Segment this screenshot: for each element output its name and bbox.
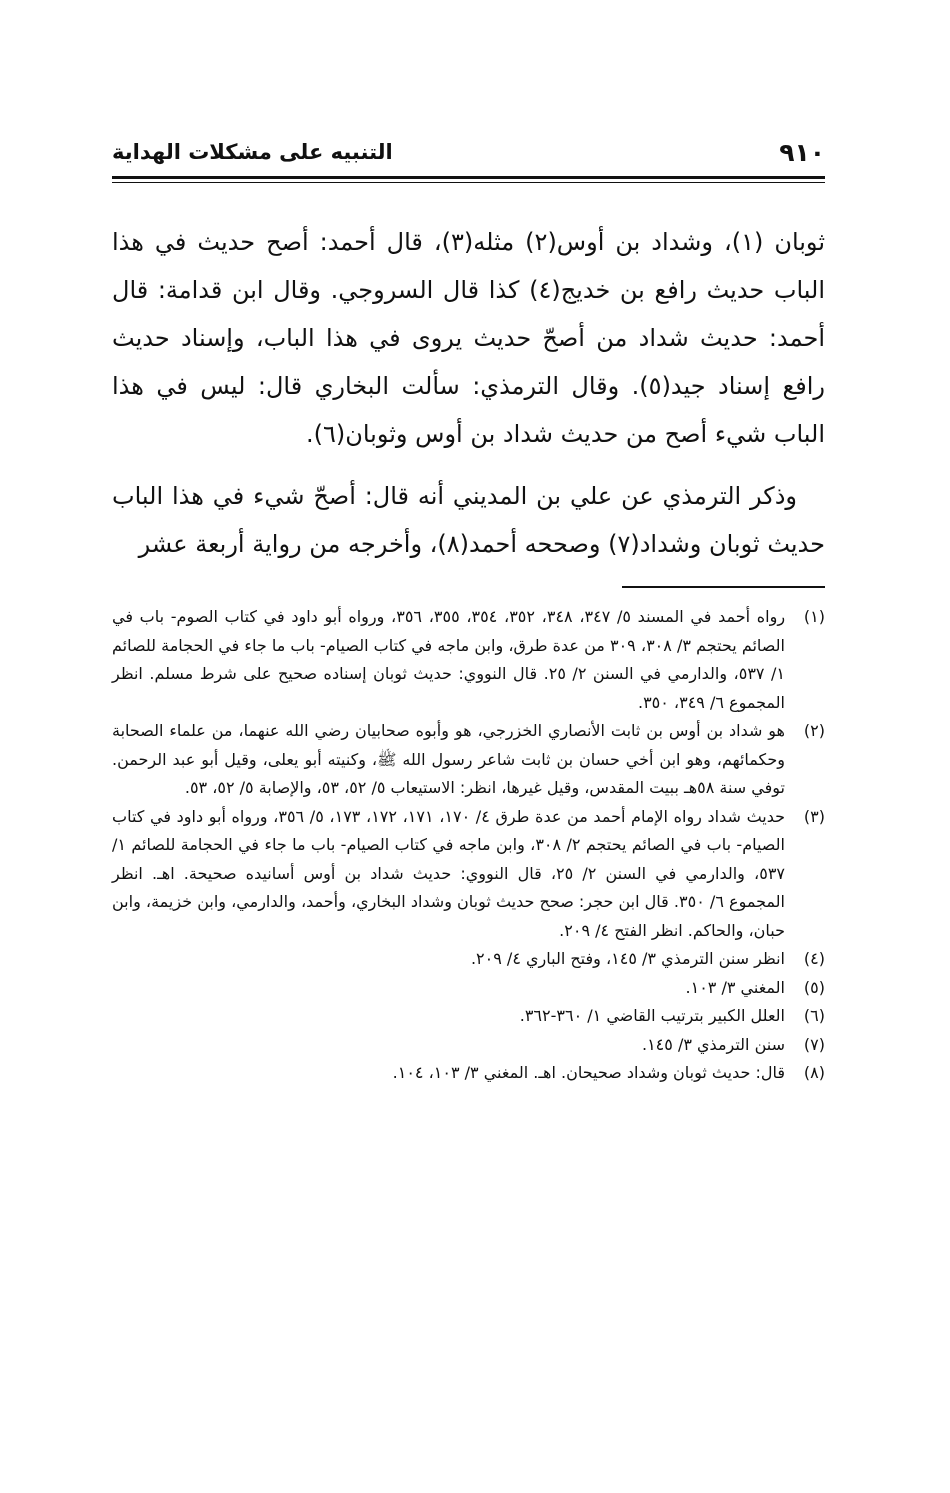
page-header	[112, 138, 825, 172]
footnotes	[112, 603, 825, 1088]
footnote-3	[112, 803, 825, 946]
header-rule-thin	[112, 182, 825, 183]
footnote-number: (٦)	[803, 1006, 825, 1025]
page-number: ٩١٠	[779, 138, 825, 167]
footnote-6	[112, 1002, 825, 1031]
footnote-7	[112, 1031, 825, 1060]
footnote-number: (٧)	[803, 1034, 825, 1054]
footnote-text: حديث شداد رواه الإمام أحمد من عدة طرق ٤/ ١٧٠، ١٧١، ١٧٢، ١٧٣، ٥/ ٣٥٦، ورواه أبو داود في كتاب الصيام- باب في الصائم يحتجم ٢/ ٣٠٨، وابن ماجه في كتاب الصيام- باب ما جاء في الحجامة للصائم ١/ ٥٣٧، والدارمي في السنن ٢/ ٢٥، قال النووي: حديث شداد بن أوس أسانيده صحيحة. اهـ. انظر المجموع ٦/ ٣٥٠. قال ابن حجر: صحح حديث ثوبان وشداد البخاري، وأحمد، والدارمي، وابن خزيمة، وابن حبان، والحاكم. انظر الفتح ٤/ ٢٠٩.	[112, 806, 786, 940]
footnote-text: العلل الكبير بترتيب القاضي ١/ ٣٦٠-٣٦٢.	[519, 1006, 785, 1025]
footnote-text: انظر سنن الترمذي ٣/ ١٤٥، وفتح الباري ٤/ ٢٠٩.	[470, 949, 785, 968]
footnote-text: سنن الترمذي ٣/ ١٤٥.	[641, 1034, 785, 1054]
footnote-number: (٤)	[803, 949, 825, 968]
footnote-number: (٨)	[803, 1063, 825, 1082]
footnote-2	[112, 717, 825, 803]
footnote-4	[112, 945, 825, 974]
footnote-1	[112, 603, 825, 717]
main-text	[112, 218, 825, 568]
footnote-text: رواه أحمد في المسند ٥/ ٣٤٧، ٣٤٨، ٣٥٢، ٣٥٤، ٣٥٥، ٣٥٦، ورواه أبو داود في كتاب الصوم- باب في الصائم يحتجم ٣/ ٣٠٨، ٣٠٩ من عدة طرق، وابن ماجه في كتاب الصيام- باب ما جاء في الحجامة للصائم ١/ ٥٣٧، والدارمي في السنن ٢/ ٢٥. قال النووي: حديث ثوبان إسناده صحيح على شرط مسلم. انظر المجموع ٦/ ٣٤٩، ٣٥٠.	[112, 607, 786, 712]
footnote-text: قال: حديث ثوبان وشداد صحيحان. اهـ. المغني ٣/ ١٠٣، ١٠٤.	[392, 1063, 785, 1082]
header-rule-thick	[112, 176, 825, 179]
running-title: التنبيه على مشكلات الهداية	[112, 140, 393, 164]
footnote-separator	[622, 586, 825, 588]
body-paragraph-1: ثوبان (١)، وشداد بن أوس(٢) مثله(٣)، قال أحمد: أصح حديث في هذا الباب حديث رافع بن خديج(٤) كذا قال السروجي. وقال ابن قدامة: قال أحمد: حديث شداد من أصحّ حديث يروى في هذا الباب، وإسناد حديث رافع إسناد جيد(٥). وقال الترمذي: سألت البخاري قال: ليس في هذا الباب شيء أصح من حديث شداد بن أوس وثوبان(٦).	[112, 228, 826, 448]
body-paragraph-2: وذكر الترمذي عن علي بن المديني أنه قال: أصحّ شيء في هذا الباب حديث ثوبان وشداد(٧) وصححه أحمد(٨)، وأخرجه من رواية أربعة عشر	[112, 482, 825, 558]
footnote-5	[112, 974, 825, 1003]
footnote-8	[112, 1059, 825, 1088]
footnote-number: (٥)	[803, 977, 825, 997]
footnote-number: (١)	[803, 607, 825, 626]
footnote-number: (٣)	[803, 806, 825, 826]
footnote-text: هو شداد بن أوس بن ثابت الأنصاري الخزرجي، هو وأبوه صحابيان رضي الله عنهما، من علماء الصحابة وحكمائهم، وهو ابن أخي حسان بن ثابت شاعر رسول الله ﷺ، وكنيته أبو يعلى، وقيل أبو عبد الرحمن. توفي سنة ٥٨هـ ببيت المقدس، وقيل غيرها، انظر: الاستيعاب ٥/ ٥٢، ٥٣، والإصابة ٥/ ٥٢، ٥٣.	[112, 721, 785, 797]
footnote-number: (٢)	[803, 721, 825, 740]
footnote-text: المغني ٣/ ١٠٣.	[685, 977, 785, 997]
